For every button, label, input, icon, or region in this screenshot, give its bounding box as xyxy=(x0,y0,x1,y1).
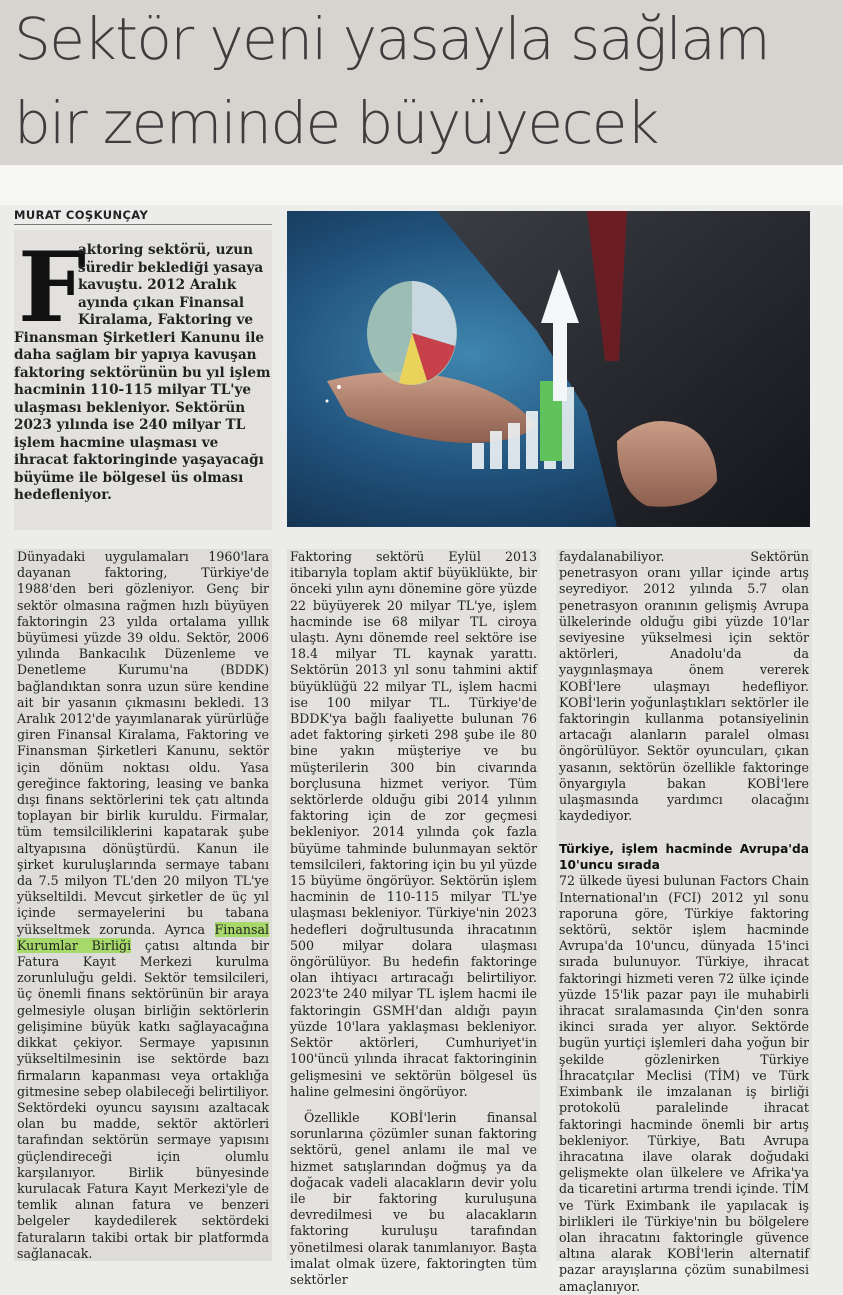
article-column-1 xyxy=(14,549,272,1261)
byline: MURAT COŞKUNÇAY xyxy=(14,208,149,222)
headline-line-2: bir zeminde büyüyecek xyxy=(14,89,658,157)
hands-pie-chart-growth-arrow-icon xyxy=(287,211,810,527)
lede-body: aktoring sektörü, uzun süredir beklediği yasaya kavuştu. 2012 Aralık ayında çıkan Finansal Kiralama, Faktoring ve Finansman Şirketleri Kanunu ile daha sağlam bir yapıya kavuşan faktoring sektörünün bu yıl işlem hacminin 110-115 milyar TL'ye ulaşması bekleniyor. Sektörün 2023 yılında ise 240 milyar TL işlem hacmine ulaşması ve ihracat faktoringinde yaşayacağı büyüme ile bölgesel üs olması hedefleniyor. xyxy=(14,242,271,503)
column-1-text xyxy=(14,549,272,1262)
highlighted-term: Finansal Kurumlar Birliği xyxy=(17,921,269,953)
column-3-paragraph-2: 72 ülkede üyesi bulunan Factors Chain International'ın (FCI) 2012 yıl sonu raporuna göre, Türkiye faktoring sektörü, sektör işlem hacminde Avrupa'da 10'uncu, dünyada 15'inci sırada bulunuyor. Türkiye, ihracat faktoringi hizmeti veren 72 ülke içinde yüzde 15'lik pazar payı ile muhabirli ihracat sıralamasında Çin'den sonra ikinci sırada yer alıyor. Sektörde bugün yurtiçi işlemleri daha yoğun bir şekilde gözlenirken Türkiye İhracatçılar Meclisi (TİM) ve Türk Eximbank ile imzalanan iş birliği protokolü paralelinde ihracat faktoringi hacminde önemli bir artış bekleniyor. Türkiye, Batı Avrupa ihracatına ilave olarak doğudaki gelişmekte olan ülkelere ve Afrika'ya da ticaretini artırma trendi içinde. TİM ve Türk Eximbank ile yapılacak iş birlikleri ile Türkiye'nin bu bölgelere olan ihracatını faktoringle güvence altına alarak KOBİ'lerin alternatif pazar arayışlarına çözüm sunabilmesi amaçlanıyor. xyxy=(559,873,809,1294)
column-3-paragraph-1: faydalanabiliyor. Sektörün penetrasyon oranı yıllar içinde artış seyrediyor. 2012 yılında 5.7 olan penetrasyon oranının gelişmiş Avrupa ülkelerinde olduğu gibi yüzde 10'lar seviyesine yükselmesi için sektör aktörleri, Anadolu'da da yaygınlaşmaya önem vererek KOBİ'lere ulaşmayı hedefliyor. KOBİ'lerin yoğunlaştıkları sektörler ile faktoringin kullanma potansiyelinin artacağı alanların paralel olması öngörülüyor. Sektör oyuncuları, çıkan yasanın, sektörün özellikle faktoringe önyargıyla bakan KOBİ'lere ulaşmasında yardımcı olacağını kaydediyor. xyxy=(559,549,809,824)
byline-divider xyxy=(14,224,272,225)
article-column-3 xyxy=(556,549,812,1294)
page-gap xyxy=(0,165,843,205)
lede-box xyxy=(14,230,272,530)
headline-line-1: Sektör yeni yasayla sağlam xyxy=(14,5,770,73)
article-photo xyxy=(287,211,810,527)
dropcap: F xyxy=(18,231,87,344)
article-column-2 xyxy=(287,549,540,1287)
column-1-text-a: Dünyadaki uygulamaları 1960'lara dayanan faktoring, Türkiye'de 1988'den beri gözleniyor. Genç bir sektör olmasına rağmen hızlı büyüyen faktoringin 23 yılda ortalama yıllık büyümesi yüzde 39 oldu. Sektör, 2006 yılında Bankacılık Düzenleme ve Denetleme Kurumu'na (BDDK) bağlandıktan sonra uzun süre kendine ait bir yasanın çıkmasını bekledi. 13 Aralık 2012'de yayımlanarak yürürlüğe giren Finansal Kiralama, Faktoring ve Finansman Şirketleri Kanunu, sektör için dönüm noktası oldu. Yasa gereğince faktoring, leasing ve banka dışı finans sektörlerini tek çatı altında toplayan bir birlik kuruldu. Firmalar, tüm temsilciliklerini kapatarak şube altyapısına dönüştürdü. Kanun ile şirket kuruluşlarında sermaye tabanı da 7.5 milyon TL'den 20 milyon TL'ye yükseltildi. Mevcut şirketler de üç yıl içinde sermayelerini bu tabana yükseltmek zorunda. Ayrıca xyxy=(17,549,269,937)
lede-text xyxy=(14,231,272,530)
column-2-paragraph-1: Faktoring sektörü Eylül 2013 itibarıyla toplam aktif büyüklükte, bir önceki yılın aynı dönemine göre yüzde 22 büyüyerek 20 milyar TL'ye, işlem hacminde ise 68 milyar TL ciroya ulaştı. Aynı dönemde reel sektöre ise 18.4 milyar TL kaynak yarattı. Sektörün 2013 yıl sonu tahmini aktif büyüklüğü 22 milyar TL, işlem hacmi ise 100 milyar TL. Türkiye'de BDDK'ya bağlı faaliyette bulunan 76 adet faktoring şirketi 298 şube ile 80 bine yakın müşteriye ve bu müşterilerin 300 bin civarında borçlusuna hizmet veriyor. Tüm sektörlerde olduğu gibi 2014 yılının faktoring için de zor geçmesi bekleniyor. 2014 yılında çok fazla büyüme tahminde bulunmayan sektör temsilcileri, faktoring için bu yıl yüzde 15 büyüme öngörüyor. Sektörün işlem hacminin de 110-115 milyar TL'ye ulaşması bekleniyor. Türkiye'nin 2023 hedefleri doğrultusunda ihracatının 500 milyar dolara ulaşması öngörülüyor. Bu hedefin faktoringe olan ihtiyacı artıracağı belirtiliyor. 2023'te 240 milyar TL işlem hacmi ile faktoringin GSMH'dan aldığı payın yüzde 10'lara yaklaşması bekleniyor. Sektör aktörleri, Cumhuriyet'in 100'üncü yılında ihracat faktoringinin gelişmesini ve sektörün bölgesel üs haline gelmesini öngörüyor. xyxy=(290,549,537,1099)
column-3-subheading: Türkiye, işlem hacminde Avrupa'da 10'uncu sırada xyxy=(559,842,809,872)
column-2-paragraph-2: Özellikle KOBİ'lerin finansal sorunlarına çözümler sunan faktoring sektörü, genel anlamı ile mal ve hizmet satışlarından doğmuş ya da doğacak vadeli alacakların devir yolu ile bir faktoring kuruluşuna devredilmesi ve bu alacakların faktoring kuruluşu tarafından yönetilmesi olarak tanımlanıyor. Başta imalat olmak üzere, faktoringten tüm sektörler xyxy=(290,1109,537,1287)
headline-banner xyxy=(0,0,843,165)
column-1-text-b: çatısı altında bir Fatura Kayıt Merkezi kurulma zorunluluğu geldi. Sektör temsilcileri, üç önemli finans sektörünün bir araya gelmesiyle oluşan birliğin sektörlerin gelişimine büyük katkı sağlayacağına dikkat çekiyor. Sermaye yapısının yükseltilmesinin ise sektörde bazı firmaların kapanması veya ortaklığa gitmesine sebep olabileceği belirtiliyor. Sektördeki oyuncu sayısını azaltacak olan bu madde, sektör aktörleri tarafından sektörün sermaye yapısını güçlendireceği için olumlu karşılanıyor. Birlik bünyesinde kurulacak Fatura Kayıt Merkezi'yle de temlik alınan fatura ve benzeri belgeler kaydedilerek sektördeki faturaların takibi ortak bir platformda sağlanacak. xyxy=(17,937,269,1261)
